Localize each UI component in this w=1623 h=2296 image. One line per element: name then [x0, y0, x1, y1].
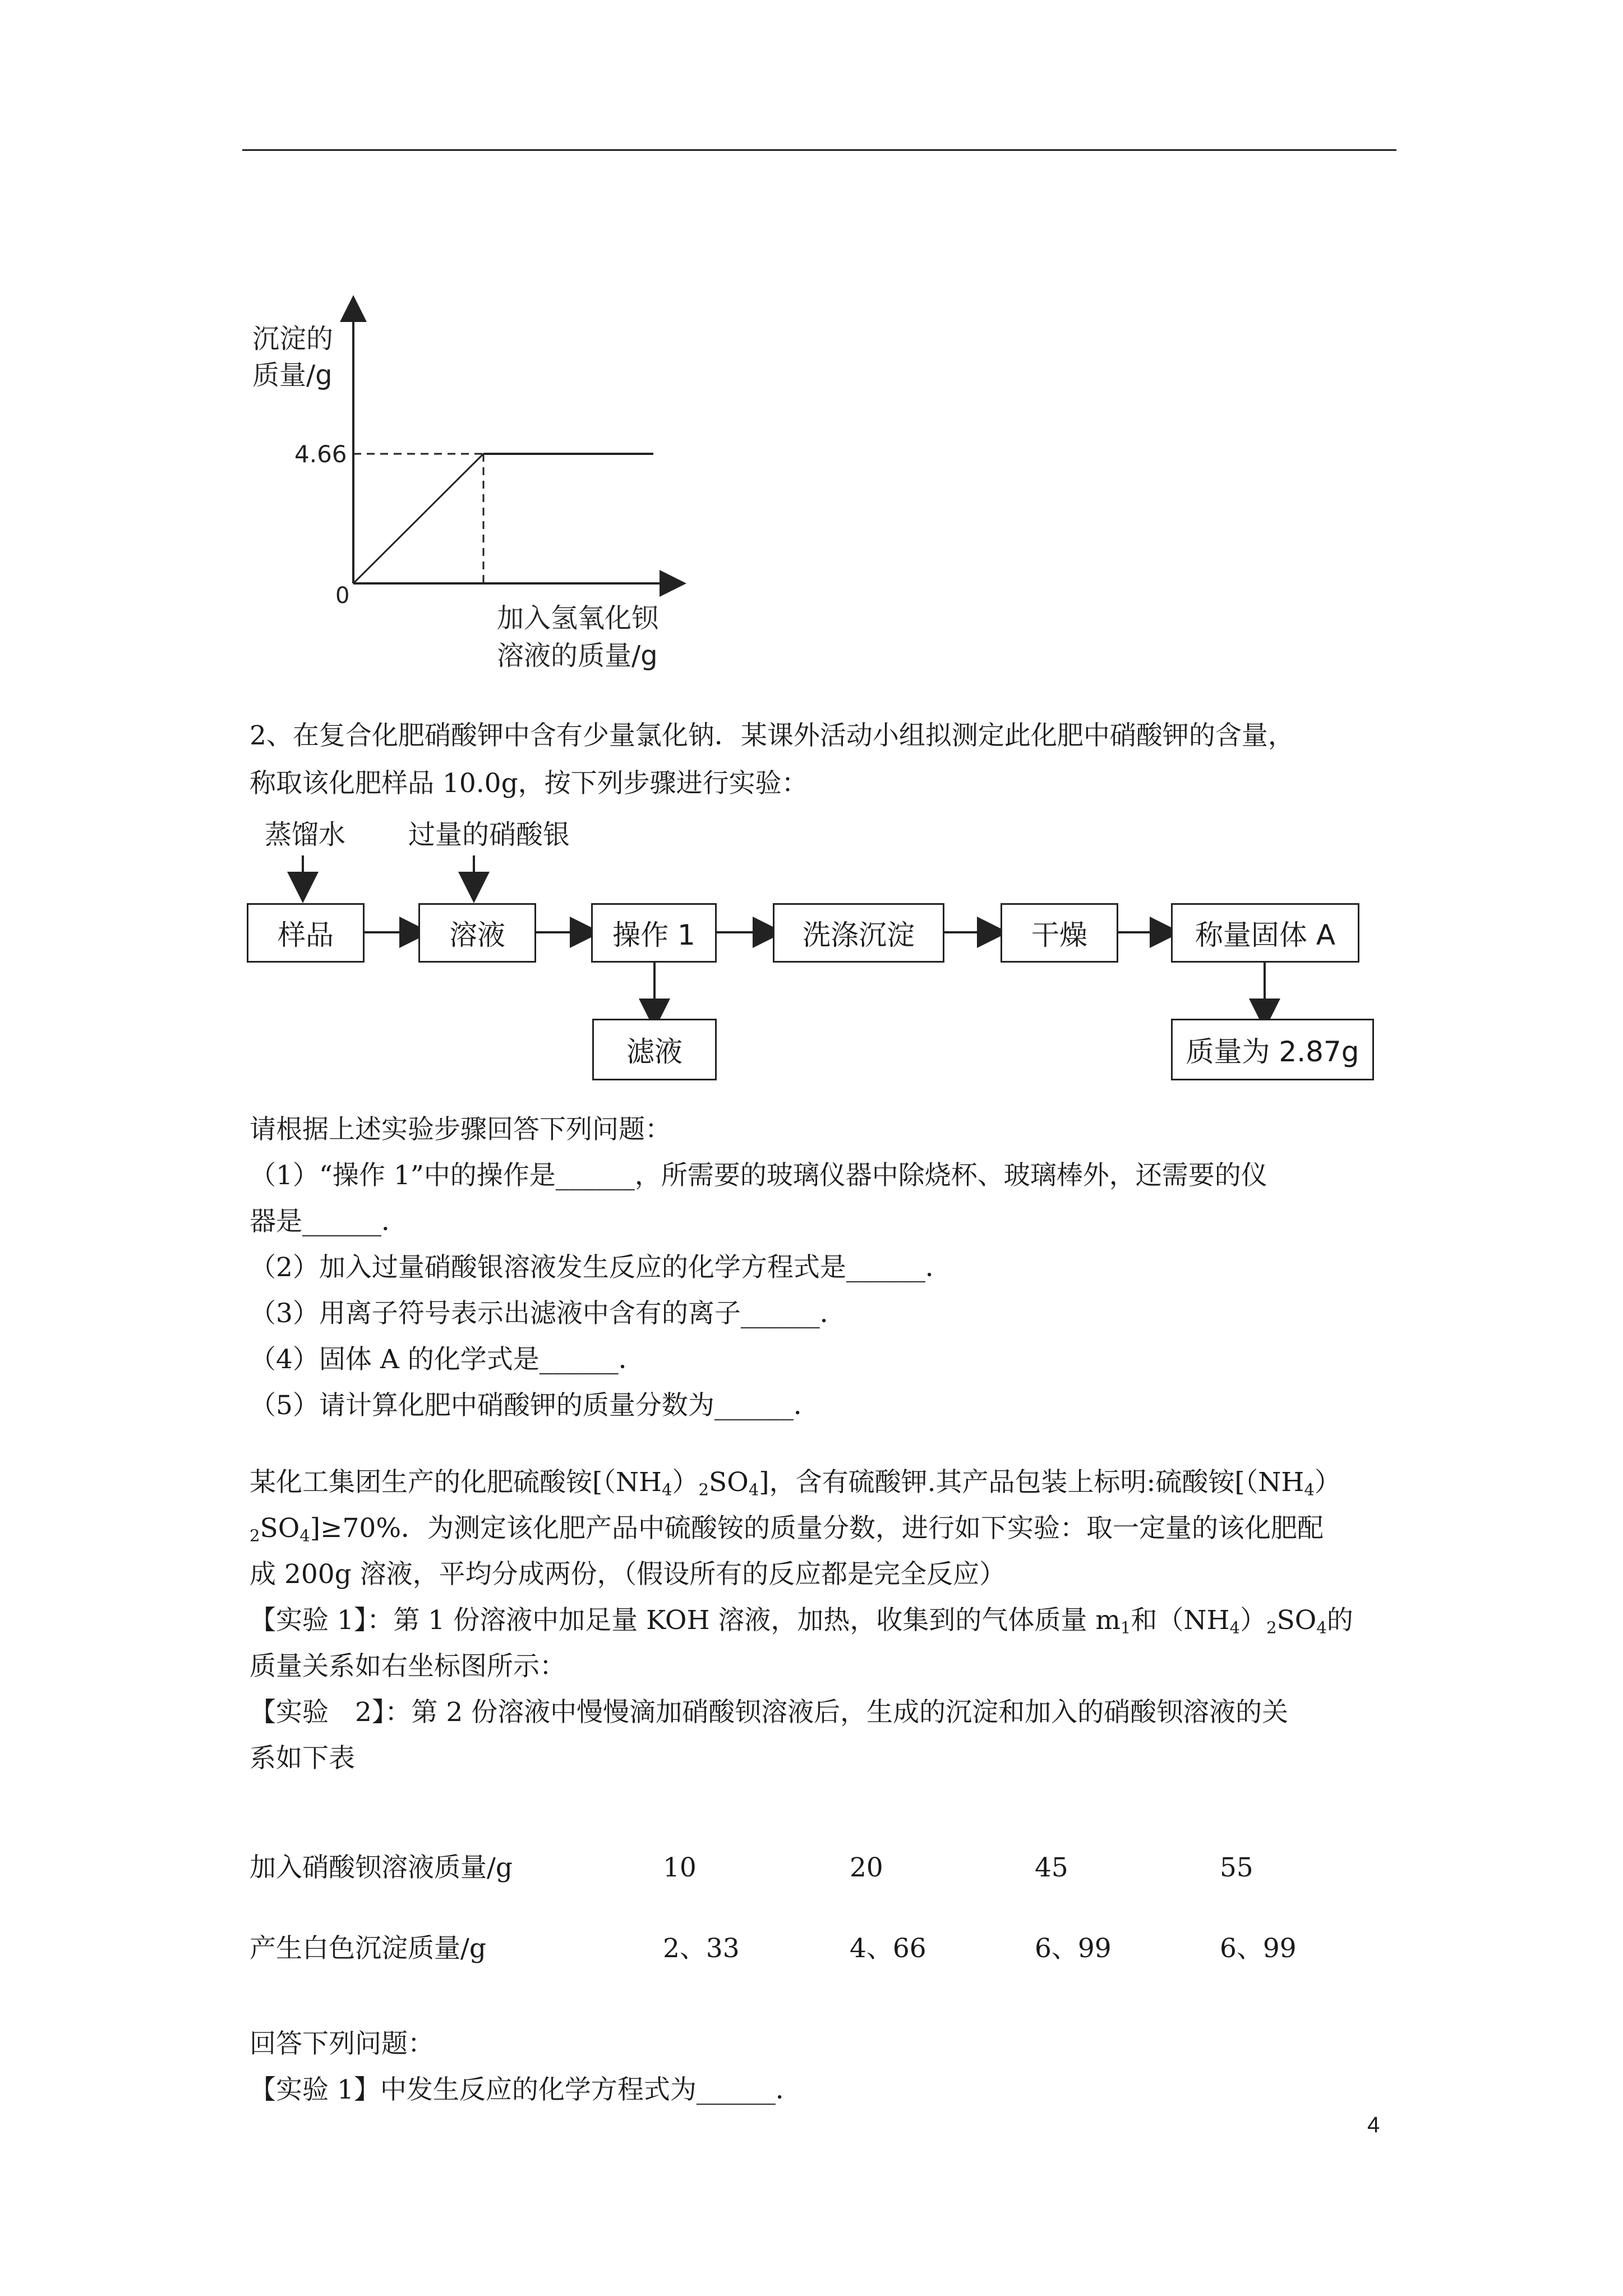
box-mass-result: 质量为 2.87g — [1171, 1019, 1374, 1080]
p2-sub2: 2 — [250, 1526, 260, 1545]
graph-svg — [241, 292, 690, 679]
experiment-1-line2: 质量关系如右坐标图所示： — [250, 1651, 566, 1682]
origin-label: 0 — [335, 583, 350, 609]
box-wash-precipitate: 洗涤沉淀 — [773, 903, 944, 963]
part3-line1 — [250, 1466, 1341, 1499]
box-dry: 干燥 — [1000, 903, 1118, 963]
question-1a: （1）“操作 1”中的操作是______，所需要的玻璃仪器中除烧杯、玻璃棒外，还需要的仪 — [250, 1160, 1267, 1191]
p1-b: ） — [672, 1467, 699, 1498]
table-cell: 20 — [850, 1852, 883, 1883]
question-1b: 器是______． — [250, 1206, 408, 1237]
p1-sub4: 4 — [661, 1480, 672, 1499]
experiment-2-line1: 【实验 2】：第 2 份溶液中慢慢滴加硝酸钡溶液后，生成的沉淀和加入的硝酸钡溶液的关 — [250, 1697, 1289, 1728]
box-filtrate: 滤液 — [592, 1019, 717, 1080]
question-5: （5）请计算化肥中硝酸钾的质量分数为______． — [250, 1390, 820, 1421]
y-label-line2: 质量/g — [252, 360, 333, 391]
exp1-e: 的 — [1326, 1605, 1353, 1636]
exp1-c: ） — [1240, 1605, 1267, 1636]
p1-sub4b: 4 — [748, 1480, 759, 1499]
p1-sub2: 2 — [698, 1480, 709, 1499]
questions-intro: 请根据上述实验步骤回答下列问题： — [250, 1114, 671, 1145]
exp1-sub1: 1 — [1120, 1618, 1131, 1637]
data-table — [250, 1851, 1371, 1986]
p1-e: ） — [1314, 1467, 1341, 1498]
q2-line1: 2、在复合化肥硝酸钾中含有少量氯化钠．某课外活动小组拟测定此化肥中硝酸钾的含量， — [250, 720, 1294, 751]
exp1-a: 【实验 1】：第 1 份溶液中加足量 KOH 溶液，加热，收集到的气体质量 m — [250, 1605, 1121, 1636]
box-operation-1: 操作 1 — [591, 903, 717, 963]
rising-line — [353, 454, 483, 583]
header-rule — [242, 149, 1396, 151]
table-cell: 10 — [663, 1852, 697, 1883]
exp1-b: 和（NH — [1131, 1605, 1230, 1636]
page-number: 4 — [1367, 2113, 1380, 2137]
box-solution: 溶液 — [418, 903, 536, 963]
box-sample: 样品 — [247, 903, 365, 963]
exp1-sub4b: 4 — [1316, 1618, 1327, 1637]
p1-sub4c: 4 — [1304, 1480, 1315, 1499]
x-label-line2: 溶液的质量/g — [497, 640, 658, 671]
table-cell: 4、66 — [850, 1933, 926, 1964]
y-tick-label: 4.66 — [294, 440, 347, 468]
box-weigh-solid-a: 称量固体 A — [1171, 903, 1359, 963]
p1-d: ]，含有硫酸钾.其产品包装上标明:硫酸铵[（NH — [759, 1467, 1304, 1498]
label-excess-silver-nitrate: 过量的硝酸银 — [408, 819, 570, 850]
table-row2-label: 产生白色沉淀质量/g — [250, 1933, 486, 1964]
p2-b: ]≥70%．为测定该化肥产品中硫酸铵的质量分数，进行如下实验：取一定量的该化肥配 — [310, 1513, 1324, 1544]
table-cell: 55 — [1220, 1852, 1253, 1883]
part3-line2 — [250, 1512, 1324, 1545]
p2-a: SO — [260, 1513, 300, 1544]
experiment-2-line2: 系如下表 — [250, 1743, 355, 1774]
exp1-d: SO — [1276, 1605, 1317, 1636]
question-4: （4）固体 A 的化学式是______． — [250, 1344, 645, 1375]
table-cell: 6、99 — [1035, 1933, 1112, 1964]
table-row1-label: 加入硝酸钡溶液质量/g — [250, 1852, 513, 1883]
table-cell: 6、99 — [1220, 1933, 1297, 1964]
flowchart — [247, 813, 1396, 1105]
exp1-sub4: 4 — [1229, 1618, 1241, 1637]
answer-prompt: 回答下列问题： — [250, 2028, 434, 2059]
experiment-1-question: 【实验 1】中发生反应的化学方程式为______． — [250, 2074, 802, 2105]
q2-line2: 称取该化肥样品 10.0g，按下列步骤进行实验： — [250, 768, 808, 799]
p2-sub4: 4 — [299, 1526, 310, 1545]
p1-c: SO — [709, 1467, 749, 1498]
exp1-sub2: 2 — [1266, 1618, 1277, 1637]
question-2: （2）加入过量硝酸银溶液发生反应的化学方程式是______． — [250, 1252, 952, 1283]
experiment-1-line1 — [250, 1604, 1353, 1637]
x-label-line1: 加入氢氧化钡 — [497, 602, 659, 634]
table-cell: 2、33 — [663, 1933, 740, 1964]
precipitate-graph — [241, 292, 690, 679]
label-distilled-water: 蒸馏水 — [265, 819, 346, 850]
table-cell: 45 — [1035, 1852, 1068, 1883]
question-3: （3）用离子符号表示出滤液中含有的离子______． — [250, 1298, 846, 1329]
p1-a: 某化工集团生产的化肥硫酸铵[（NH — [250, 1467, 662, 1498]
y-label-line1: 沉淀的 — [252, 323, 334, 355]
part3-line3: 成 200g 溶液，平均分成两份，（假设所有的反应都是完全反应） — [250, 1559, 1006, 1590]
